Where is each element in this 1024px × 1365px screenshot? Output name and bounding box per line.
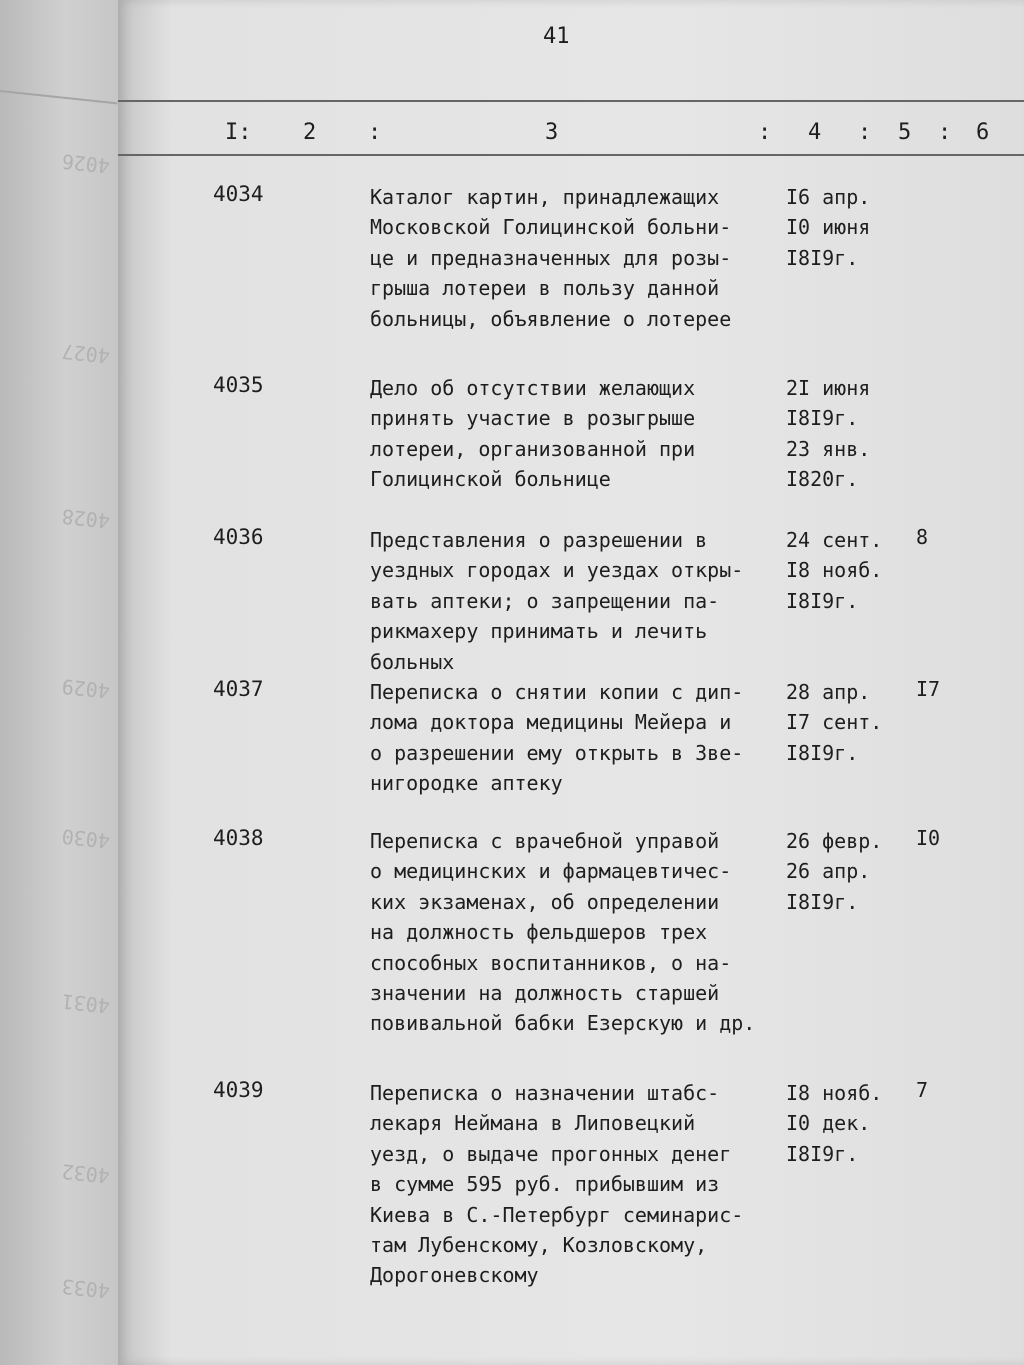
entry-dates: 26 февр. 26 апр. I8I9г.: [786, 829, 883, 914]
column-header-6: 6: [976, 120, 990, 145]
column-separator: :: [758, 120, 772, 145]
facing-page-number: 4028: [60, 504, 112, 534]
entry-sheet-count: I0: [916, 826, 941, 850]
entry-sheet-count: I7: [916, 677, 941, 701]
facing-page-number: 4031: [60, 989, 112, 1019]
entry-number: 4039: [213, 1078, 264, 1102]
entry-number: 4038: [213, 826, 264, 850]
column-separator: :: [938, 120, 952, 145]
entry-description: Переписка с врачебной управой о медицинских и фармацевтичес- ких экзаменах, об определении на должность фельдшеров трех способных воспитанников, о на- значении на должность старшей повивальной бабки Езерскую и др.: [370, 829, 756, 1036]
entry-sheet-count: 8: [916, 525, 929, 549]
facing-page: [0, 0, 118, 1365]
facing-page-rule: [0, 90, 117, 104]
entry-number: 4037: [213, 677, 264, 701]
column-header-2: 2: [303, 120, 317, 145]
column-header-1: I:: [225, 120, 252, 145]
column-header-4: 4: [808, 120, 822, 145]
column-separator: :: [368, 120, 382, 145]
entry-dates: I6 апр. I0 июня I8I9г.: [786, 185, 871, 270]
facing-page-number: 4029: [60, 674, 112, 704]
header-bottom-rule: [118, 154, 1024, 156]
entry-number: 4035: [213, 373, 264, 397]
entry-number: 4034: [213, 182, 264, 206]
entry-description: Переписка о снятии копии с дип- лома доктора медицины Мейера и о разрешении ему открыть в Зве- нигородке аптеку: [370, 680, 744, 796]
entry-description: Переписка о назначении штабс- лекаря Неймана в Липовецкий уезд, о выдаче прогонных денег в сумме 595 руб. прибывшим из Киева в С.-Петербург семинарис- там Лубенскому, Козловскому, Дорогоневскому: [370, 1081, 744, 1288]
facing-page-number: 4030: [60, 824, 112, 854]
facing-page-number: 4026: [60, 149, 112, 179]
entry-dates: 28 апр. I7 сент. I8I9г.: [786, 680, 883, 765]
entry-description: Каталог картин, принадлежащих Московской Голицинской больни- це и предназначенных для розы- грыша лотереи в пользу данной больницы, объявление о лотерее: [370, 185, 732, 331]
page-number: 41: [543, 24, 570, 49]
entry-dates: 24 сент. I8 нояб. I8I9г.: [786, 528, 883, 613]
entry-sheet-count: 7: [916, 1078, 929, 1102]
column-header-5: 5: [898, 120, 912, 145]
column-separator: :: [858, 120, 872, 145]
header-top-rule: [118, 100, 1024, 102]
entry-number: 4036: [213, 525, 264, 549]
facing-page-number: 4032: [60, 1159, 112, 1189]
entry-dates: 2I июня I8I9г. 23 янв. I820г.: [786, 376, 871, 492]
facing-page-number: 4033: [60, 1274, 112, 1304]
column-header-3: 3: [545, 120, 559, 145]
entry-description: Представления о разрешении в уездных городах и уездах откры- вать аптеки; о запрещении па- рикмахеру принимать и лечить больных: [370, 528, 744, 674]
entry-description: Дело об отсутствии желающих принять участие в розыгрыше лотереи, организованной при Голицинской больнице: [370, 376, 696, 492]
entry-dates: I8 нояб. I0 дек. I8I9г.: [786, 1081, 883, 1166]
facing-page-number: 4027: [60, 339, 112, 369]
document-page: [118, 0, 1024, 1365]
